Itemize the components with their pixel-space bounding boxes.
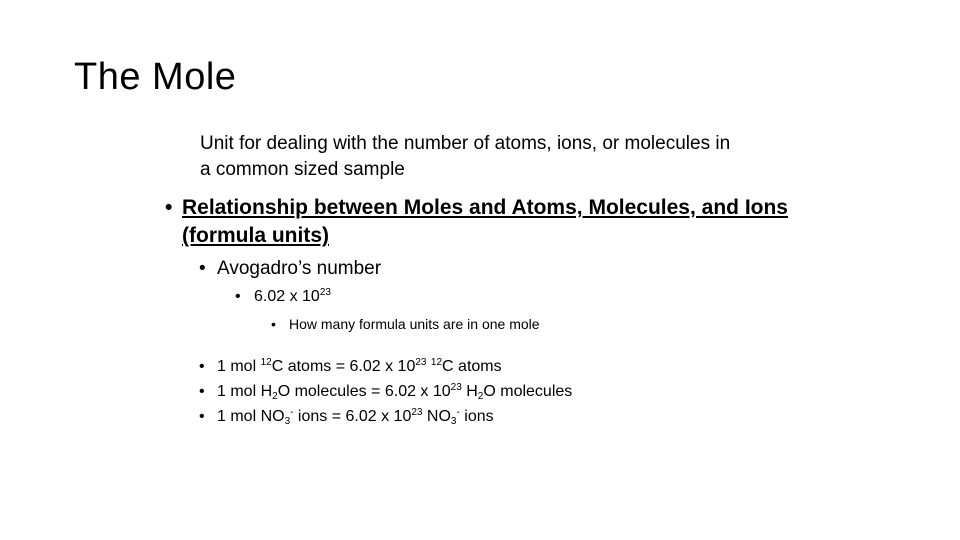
relationship-heading: Relationship between Moles and Atoms, Molecules, and Ions (formula units) xyxy=(182,196,788,247)
isotope-number: 12 xyxy=(260,357,272,368)
heading-bullet xyxy=(165,194,805,250)
formula-note-bullet xyxy=(271,316,540,332)
subscript: 3 xyxy=(284,416,291,427)
intro-text: Unit for dealing with the number of atoms, ions, or molecules in a common sized sample xyxy=(200,133,731,180)
bullet-dot: • xyxy=(165,196,173,219)
avogadro-bullet xyxy=(199,258,381,280)
carbon-equation-text: 1 mol $^{12}$C atoms = 6.02 x $10^{23}$ $^{12}$C atoms xyxy=(217,357,502,375)
avogadro-value xyxy=(254,288,331,305)
bullet-dot: • xyxy=(199,358,205,375)
avogadro-value-bullet xyxy=(235,288,331,306)
avogadro-exponent: 23 xyxy=(319,287,331,298)
nitrate-equation xyxy=(199,408,494,426)
bullet-dot: • xyxy=(199,408,205,425)
bullet-dot: • xyxy=(235,288,241,305)
subscript: 2 xyxy=(272,391,278,402)
charge: - xyxy=(456,407,460,418)
water-equation-text: 1 mol $H_2O$ molecules = 6.02 x $10^{23}$ $H_2O$ molecules xyxy=(217,382,573,402)
isotope-number: 12 xyxy=(430,357,443,368)
water-equation xyxy=(199,383,572,401)
slide-title: The Mole xyxy=(74,56,237,98)
carbon-equation xyxy=(199,358,502,376)
exponent: 23 xyxy=(411,407,423,418)
subscript: 2 xyxy=(477,391,484,402)
exponent: 23 xyxy=(415,357,427,368)
bullet-dot: • xyxy=(271,316,276,332)
exponent: 23 xyxy=(450,382,462,393)
avogadro-label: Avogadro’s number xyxy=(217,258,382,279)
subscript: 3 xyxy=(450,416,457,427)
bullet-dot: • xyxy=(199,258,206,279)
formula-note: How many formula units are in one mole xyxy=(289,316,540,332)
nitrate-equation-text: 1 mol $NO_3^-$ ions = 6.02 x $10^{23}$ $NO_3^-$ ions xyxy=(217,407,494,427)
avogadro-base: 6.02 x 10 xyxy=(254,288,320,305)
bullet-dot: • xyxy=(199,383,205,400)
charge: - xyxy=(290,407,294,418)
